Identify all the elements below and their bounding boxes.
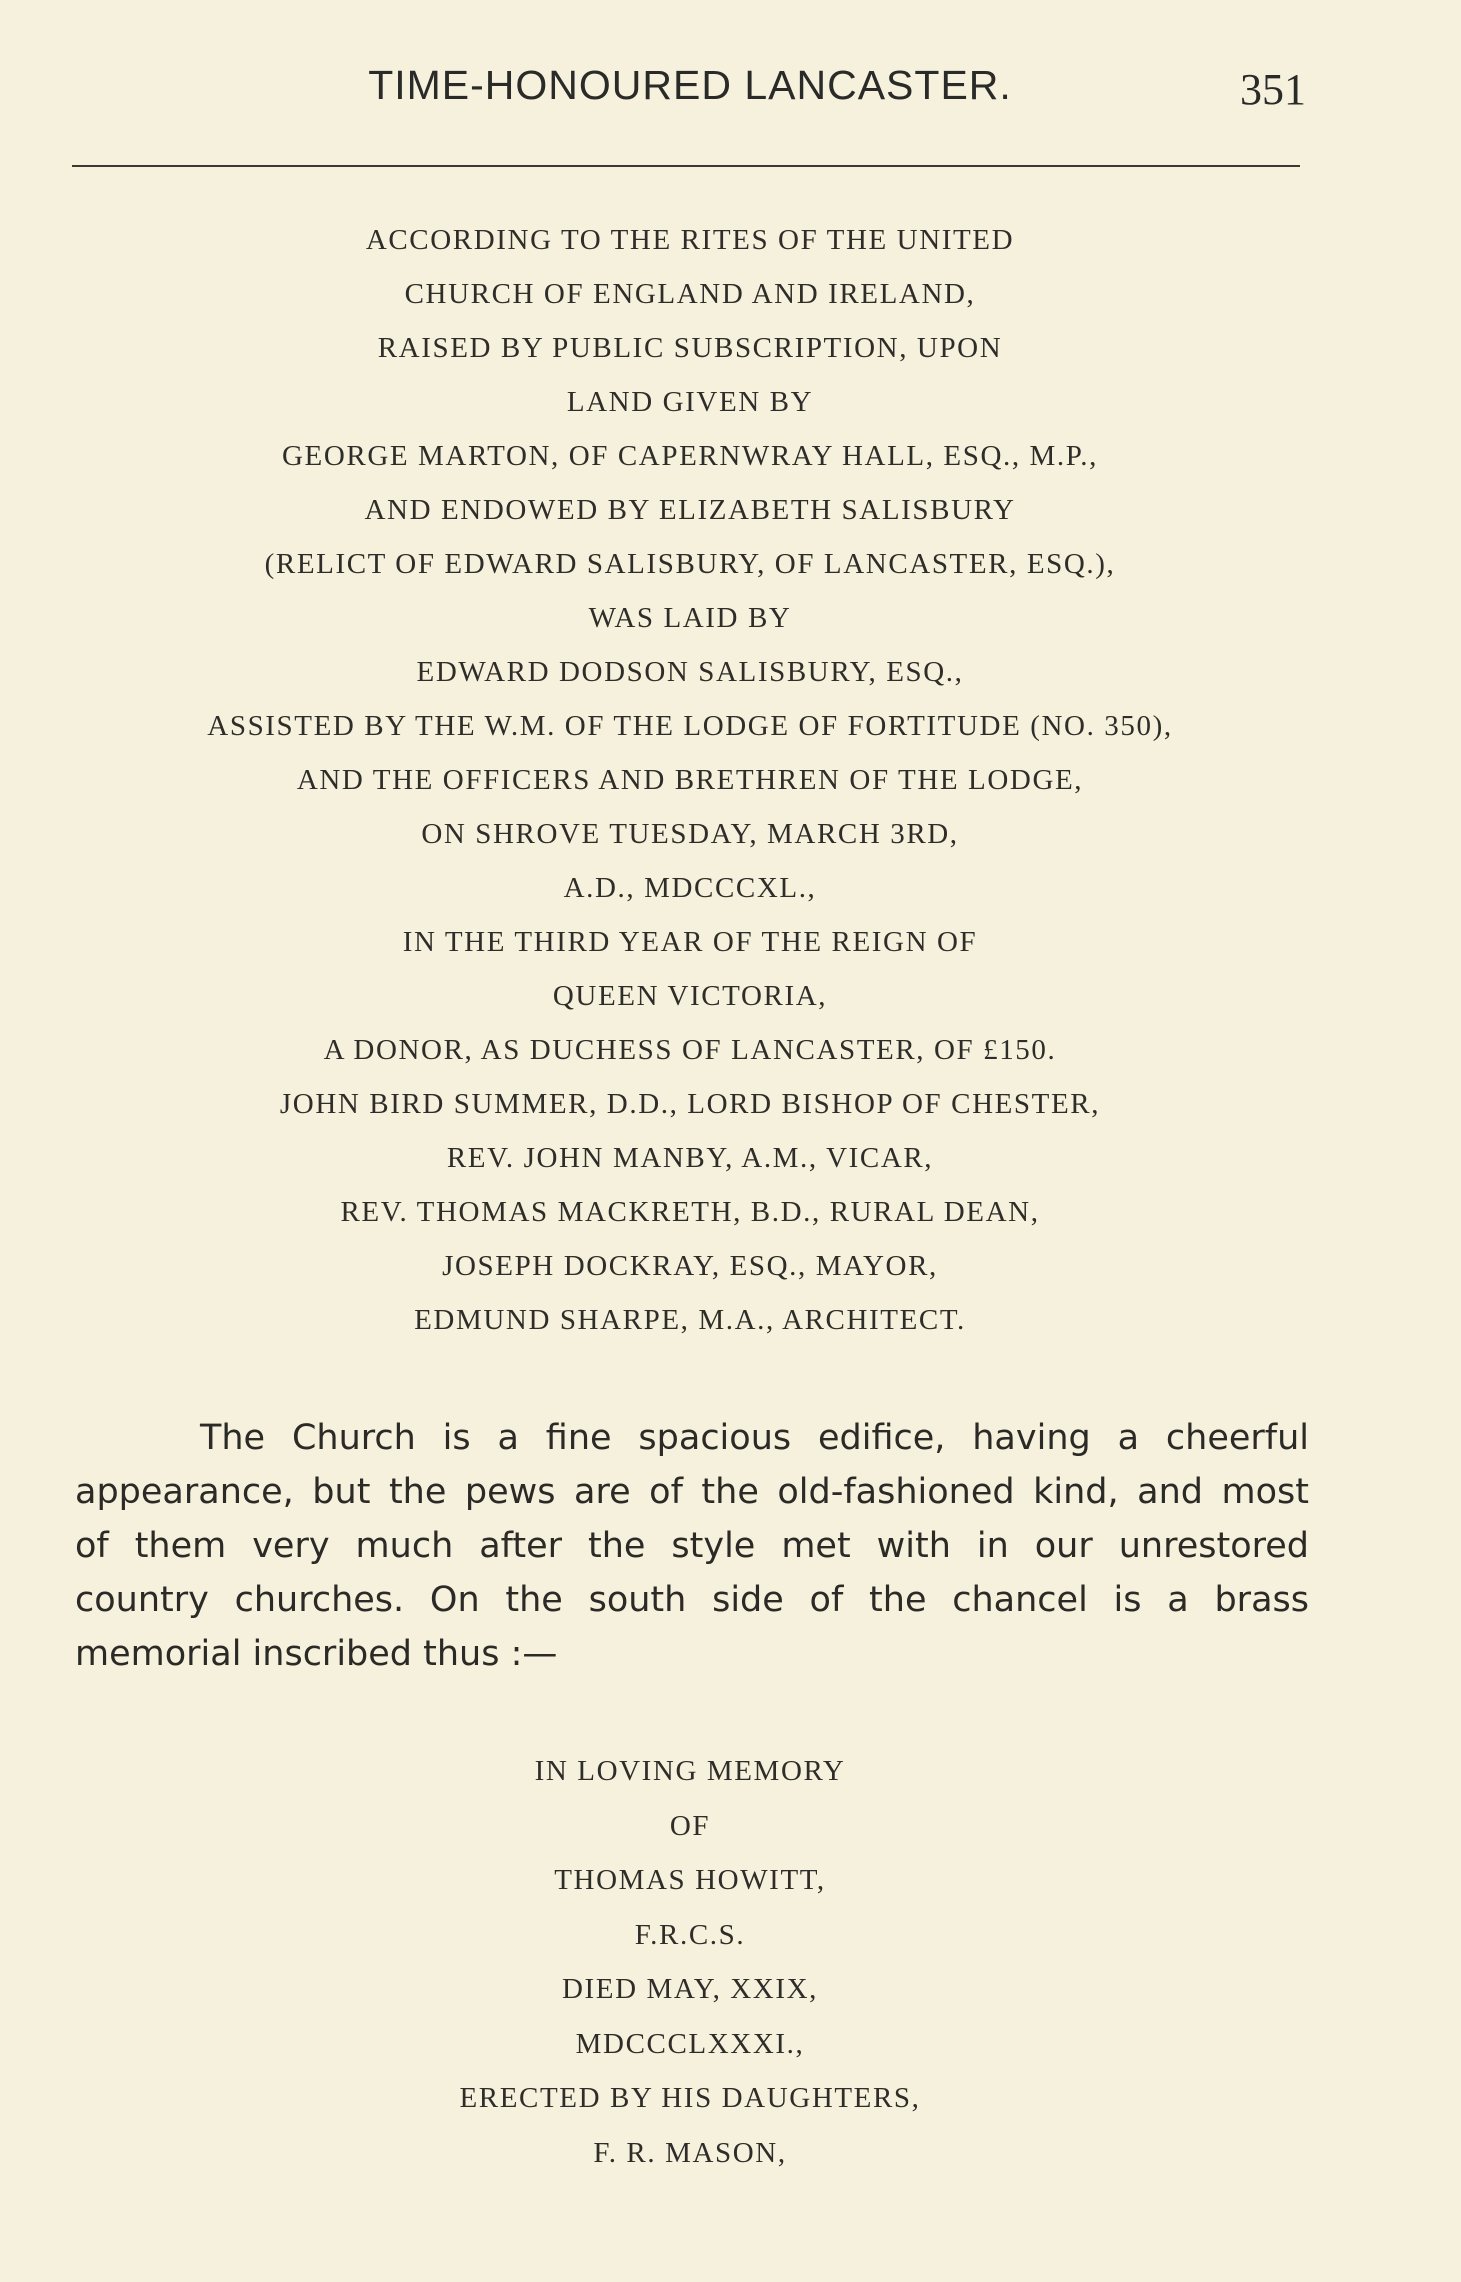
memorial-line: ERECTED BY HIS DAUGHTERS,: [459, 2082, 921, 2114]
inscription-line: REV. JOHN MANBY, A.M., VICAR,: [446, 1142, 934, 1174]
inscription-line: EDMUND SHARPE, M.A., ARCHITECT.: [414, 1304, 966, 1336]
inscription-line: ASSISTED BY THE W.M. OF THE LODGE OF FORTITUDE (NO. 350),: [207, 710, 1173, 742]
inscription-line: AND THE OFFICERS AND BRETHREN OF THE LODGE,: [296, 764, 1084, 796]
inscription-line: JOSEPH DOCKRAY, ESQ., MAYOR,: [442, 1250, 938, 1282]
inscription-line: ACCORDING TO THE RITES OF THE UNITED: [365, 224, 1015, 256]
inscription-line: WAS LAID BY: [588, 602, 792, 634]
paragraph-line: The Church is a fine spacious edifice, having a cheerful: [200, 1418, 1309, 1458]
paragraph-line: appearance, but the pews are of the old-fashioned kind, and most: [75, 1472, 1309, 1512]
page-number: 351: [1240, 65, 1306, 114]
inscription-line: RAISED BY PUBLIC SUBSCRIPTION, UPON: [377, 332, 1003, 364]
inscription-line: CHURCH OF ENGLAND AND IRELAND,: [404, 278, 976, 310]
page-header: [0, 52, 1461, 112]
inscription-line: ON SHROVE TUESDAY, MARCH 3RD,: [421, 818, 959, 850]
inscription-line: REV. THOMAS MACKRETH, B.D., RURAL DEAN,: [340, 1196, 1040, 1228]
memorial-line: DIED MAY, XXIX,: [561, 1973, 818, 2005]
memorial-line: THOMAS HOWITT,: [554, 1864, 826, 1896]
inscription-line: AND ENDOWED BY ELIZABETH SALISBURY: [364, 494, 1016, 526]
memorial-line: F. R. MASON,: [593, 2136, 787, 2169]
inscription-line: (RELICT OF EDWARD SALISBURY, OF LANCASTER, ESQ.),: [264, 548, 1116, 580]
memorial-line: F.R.C.S.: [634, 1918, 746, 1951]
brass-memorial-inscription: [70, 1744, 1310, 2180]
inscription-line: QUEEN VICTORIA,: [552, 980, 828, 1012]
inscription-line: A DONOR, AS DUCHESS OF LANCASTER, OF £150.: [323, 1034, 1057, 1066]
inscription-line: IN THE THIRD YEAR OF THE REIGN OF: [402, 926, 978, 958]
running-title: TIME-HONOURED LANCASTER.: [368, 62, 1012, 108]
foundation-stone-inscription: [70, 213, 1310, 1347]
paragraph-line: country churches. On the south side of the chancel is a brass: [75, 1580, 1309, 1620]
paragraph-line: of them very much after the style met with in our unrestored: [75, 1526, 1309, 1566]
inscription-line: JOHN BIRD SUMMER, D.D., LORD BISHOP OF CHESTER,: [279, 1088, 1101, 1120]
body-paragraph: [75, 1411, 1309, 1681]
memorial-line: OF: [669, 1809, 711, 1842]
inscription-line: A.D., MDCCCXL.,: [563, 872, 817, 904]
inscription-line: LAND GIVEN BY: [566, 386, 814, 418]
memorial-line: IN LOVING MEMORY: [534, 1755, 846, 1787]
header-rule: [72, 165, 1300, 167]
inscription-line: GEORGE MARTON, OF CAPERNWRAY HALL, ESQ., M.P.,: [281, 440, 1098, 472]
memorial-line: MDCCCLXXXI.,: [575, 2027, 805, 2060]
paragraph-line: memorial inscribed thus :—: [75, 1634, 558, 1674]
inscription-line: EDWARD DODSON SALISBURY, ESQ.,: [416, 656, 964, 688]
